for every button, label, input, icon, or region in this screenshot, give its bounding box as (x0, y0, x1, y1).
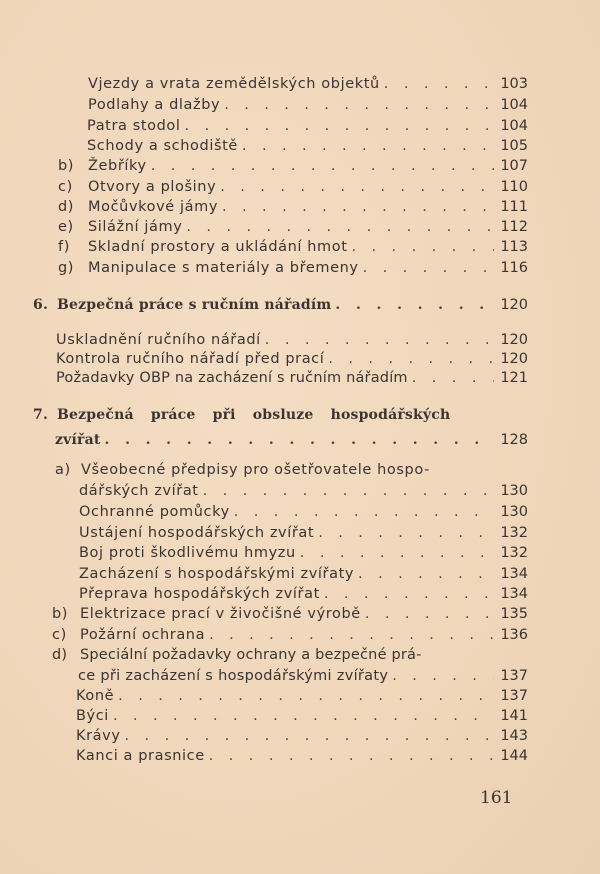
toc-entry (88, 74, 528, 94)
toc-entry (76, 746, 528, 766)
entry-page: 107 (500, 158, 528, 174)
toc-entry (58, 217, 528, 237)
entry-page: 120 (500, 332, 528, 348)
leader-dots (109, 706, 494, 726)
entry-page: 121 (500, 370, 528, 386)
leader-dots (181, 116, 494, 136)
toc-entry (87, 116, 528, 136)
toc-entry (76, 706, 528, 726)
entry-label: e) (58, 219, 74, 235)
chapter-heading-line1 (33, 405, 528, 425)
page-number: 161 (480, 788, 513, 808)
leader-dots (320, 584, 494, 604)
toc-entry (56, 349, 528, 369)
leader-dots (121, 726, 494, 746)
toc-entry (79, 543, 528, 563)
toc-entry (58, 258, 528, 278)
entry-text-line1: Všeobecné předpisy pro ošetřovatele hospo- (81, 462, 430, 478)
entry-text-line2: ce při zacházení s hospodářskými zvířaty (78, 668, 389, 684)
chapter-title: Bezpečná práce s ručním nářadím (57, 297, 332, 313)
entry-text: Boj proti škodlivému hmyzu (79, 545, 296, 561)
entry-page: 137 (500, 688, 528, 704)
leader-dots (199, 481, 494, 501)
leader-dots (331, 295, 494, 315)
leader-dots (147, 156, 494, 176)
leader-dots (348, 237, 494, 257)
entry-text: Ochranné pomůcky (79, 504, 230, 520)
toc-entry (52, 625, 528, 645)
toc-entry-line2 (78, 666, 528, 686)
entry-page: 137 (500, 668, 528, 684)
entry-text-line2: dářských zvířat (79, 483, 199, 499)
toc-entry (56, 368, 528, 388)
entry-text: Patra stodol (87, 118, 181, 134)
toc-entry (58, 237, 528, 257)
chapter-heading-line2 (55, 430, 528, 450)
chapter-number: 6. (33, 297, 49, 313)
toc-entry (79, 502, 528, 522)
leader-dots (114, 686, 494, 706)
toc-entry (88, 95, 528, 115)
entry-text: Požadavky OBP na zacházení s ručním nářadím (56, 370, 408, 386)
entry-text-line1: Speciální požadavky ochrany a bezpečné prá- (80, 647, 422, 663)
leader-dots (380, 74, 494, 94)
leader-dots (238, 136, 494, 156)
entry-text: Silážní jámy (88, 219, 183, 235)
chapter-page: 128 (500, 432, 528, 448)
toc-entry (76, 726, 528, 746)
entry-text: Vjezdy a vrata zemědělských objektů (88, 76, 380, 92)
entry-text: Býci (76, 708, 109, 724)
toc-entry-line1 (52, 645, 528, 665)
leader-dots (101, 430, 494, 450)
leader-dots (388, 666, 494, 686)
leader-dots (314, 523, 494, 543)
entry-label: d) (58, 199, 75, 215)
toc-entry (87, 136, 528, 156)
entry-page: 120 (500, 351, 528, 367)
entry-text: Uskladnění ručního nářadí (56, 332, 261, 348)
toc-entry (56, 330, 528, 350)
chapter-title-line2: zvířat (55, 432, 101, 448)
entry-text: Ustájení hospodářských zvířat (79, 525, 315, 541)
leader-dots (408, 368, 494, 388)
entry-page: 110 (500, 179, 528, 195)
entry-page: 132 (500, 525, 528, 541)
entry-page: 143 (500, 728, 528, 744)
entry-page: 132 (500, 545, 528, 561)
entry-page: 111 (500, 199, 528, 215)
entry-page: 130 (500, 483, 528, 499)
entry-text: Skladní prostory a ukládání hmot (88, 239, 348, 255)
entry-page: 103 (500, 76, 528, 92)
entry-text: Krávy (76, 728, 121, 744)
leader-dots (296, 543, 494, 563)
entry-page: 134 (500, 566, 528, 582)
toc-entry (52, 604, 528, 624)
toc-entry (58, 156, 528, 176)
entry-page: 116 (500, 260, 528, 276)
leader-dots (354, 564, 494, 584)
entry-page: 134 (500, 586, 528, 602)
leader-dots (230, 502, 494, 522)
entry-label: d) (52, 647, 68, 663)
entry-page: 130 (500, 504, 528, 520)
entry-page: 144 (500, 748, 528, 764)
leader-dots (205, 625, 494, 645)
entry-page: 135 (500, 606, 528, 622)
toc-entry (79, 564, 528, 584)
chapter-title-line1: Bezpečná práce při obsluze hospodářských (57, 407, 451, 423)
leader-dots (218, 197, 494, 217)
toc-entry-line1 (55, 460, 528, 480)
leader-dots (216, 177, 494, 197)
entry-page: 141 (500, 708, 528, 724)
toc-entry (76, 686, 528, 706)
toc-entry (79, 584, 528, 604)
entry-text: Kanci a prasnice (76, 748, 205, 764)
entry-text: Požární ochrana (80, 627, 206, 643)
entry-label: c) (58, 179, 73, 195)
toc-entry (79, 523, 528, 543)
entry-label: f) (58, 239, 70, 255)
entry-text: Přeprava hospodářských zvířat (79, 586, 320, 602)
leader-dots (324, 349, 494, 369)
leader-dots (359, 258, 494, 278)
entry-page: 104 (500, 97, 528, 113)
chapter-number: 7. (33, 407, 49, 423)
entry-text: Koně (76, 688, 115, 704)
entry-text: Elektrizace prací v živočišné výrobě (80, 606, 361, 622)
leader-dots (361, 604, 494, 624)
leader-dots (182, 217, 494, 237)
entry-text: Schody a schodiště (87, 138, 238, 154)
entry-page: 104 (500, 118, 528, 134)
leader-dots (205, 746, 494, 766)
entry-label: b) (52, 606, 69, 622)
entry-label: c) (52, 627, 67, 643)
entry-text: Žebříky (88, 158, 147, 174)
entry-page: 105 (500, 138, 528, 154)
toc-entry-line2 (79, 481, 528, 501)
entry-page: 136 (500, 627, 528, 643)
entry-label: g) (58, 260, 75, 276)
toc-entry (58, 197, 528, 217)
toc-entry (58, 177, 528, 197)
leader-dots (261, 330, 494, 350)
entry-text: Kontrola ručního nářadí před prací (56, 351, 325, 367)
entry-text: Močůvkové jámy (88, 199, 219, 215)
entry-text: Manipulace s materiály a břemeny (88, 260, 359, 276)
chapter-heading (33, 295, 528, 315)
entry-page: 113 (500, 239, 528, 255)
entry-text: Zacházení s hospodářskými zvířaty (79, 566, 355, 582)
entry-label: a) (55, 462, 71, 478)
entry-page: 112 (500, 219, 528, 235)
leader-dots (220, 95, 494, 115)
entry-text: Otvory a plošiny (88, 179, 217, 195)
chapter-page: 120 (500, 297, 528, 313)
entry-text: Podlahy a dlažby (88, 97, 221, 113)
entry-label: b) (58, 158, 75, 174)
